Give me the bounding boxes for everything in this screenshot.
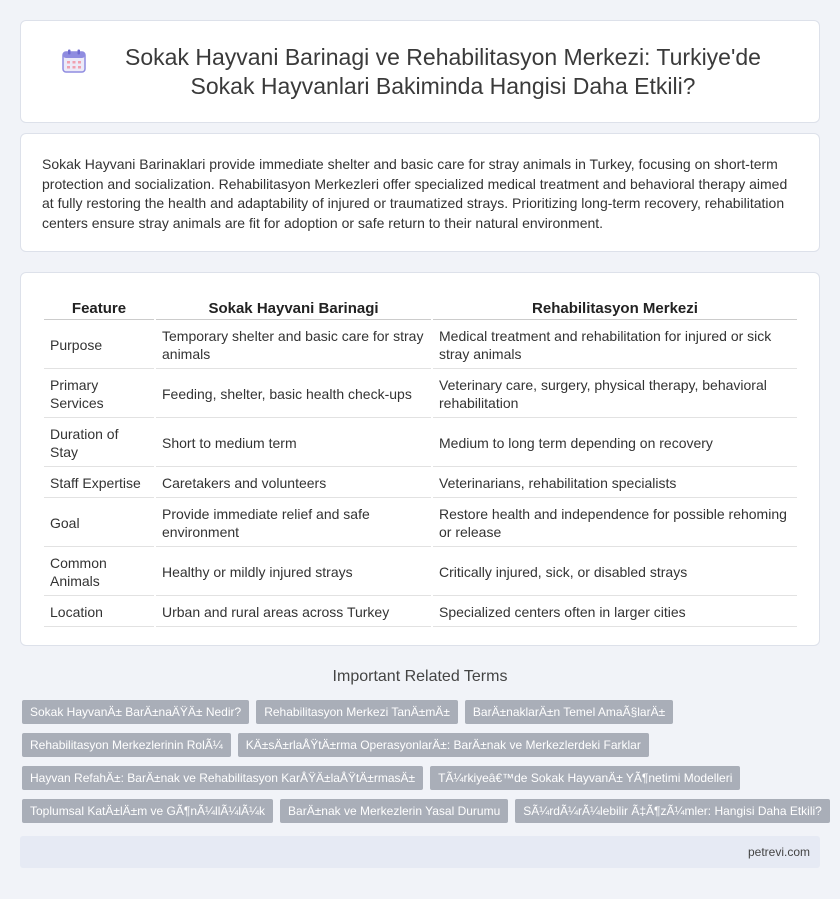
table-row — [44, 549, 797, 596]
row-barinak-value: Urban and rural areas across Turkey — [156, 598, 431, 627]
header-feature: Feature — [44, 297, 154, 320]
related-term-tag[interactable]: BarÄ±nak ve Merkezlerin Yasal Durumu — [280, 799, 508, 823]
related-term-tag[interactable]: BarÄ±naklarÄ±n Temel AmaÃ§larÄ± — [465, 700, 673, 724]
row-feature: Common Animals — [44, 549, 154, 596]
row-feature: Purpose — [44, 322, 154, 369]
table-header-row — [44, 297, 797, 320]
page-title: Sokak Hayvani Barinagi ve Rehabilitasyon Merkezi: Turkiye'de Sokak Hayvanlari Bakiminda Hangisi Daha Etkili? — [125, 43, 761, 99]
row-barinak-value: Provide immediate relief and safe environment — [156, 500, 431, 547]
related-term-tag[interactable]: SÃ¼rdÃ¼rÃ¼lebilir Ã‡Ã¶zÃ¼mler: Hangisi Daha Etkili? — [515, 799, 830, 823]
row-feature: Primary Services — [44, 371, 154, 418]
table-row — [44, 371, 797, 418]
related-term-tag[interactable]: Toplumsal KatÄ±lÄ±m ve GÃ¶nÃ¼llÃ¼lÃ¼k — [22, 799, 273, 823]
row-barinak-value: Temporary shelter and basic care for stray animals — [156, 322, 431, 369]
row-rehab-value: Veterinarians, rehabilitation specialists — [433, 469, 797, 498]
related-term-tag[interactable]: Sokak HayvanÄ± BarÄ±naÄŸÄ± Nedir? — [22, 700, 249, 724]
footer-site-link[interactable]: petrevi.com — [747, 845, 810, 859]
related-term-tag[interactable]: KÄ±sÄ±rlaÅŸtÄ±rma OperasyonlarÄ±: BarÄ±nak ve Merkezlerdeki Farklar — [238, 733, 649, 757]
header-rehabilitasyon: Rehabilitasyon Merkezi — [433, 297, 797, 320]
row-barinak-value: Healthy or mildly injured strays — [156, 549, 431, 596]
related-term-tag[interactable]: Rehabilitasyon Merkezi TanÄ±mÄ± — [256, 700, 458, 724]
intro-paragraph: Sokak Hayvani Barinaklari provide immediate shelter and basic care for stray animals in Turkey, focusing on short-term protection and socialization. Rehabilitasyon Merkezleri offer specialized medical treatment and behavioral therapy aimed at fully restoring the health and adaptability of injured or traumatized strays. Prioritizing long-term recovery, rehabilitation centers ensure stray animals are fit for adoption or safe return to their natural environment. — [42, 156, 788, 231]
related-terms-title: Important Related Terms — [332, 668, 508, 685]
row-feature: Staff Expertise — [44, 469, 154, 498]
comparison-card — [20, 272, 820, 646]
row-rehab-value: Critically injured, sick, or disabled strays — [433, 549, 797, 596]
table-row — [44, 598, 797, 627]
related-term-tag[interactable]: TÃ¼rkiyeâ€™de Sokak HayvanÄ± YÃ¶netimi Modelleri — [430, 766, 740, 790]
row-barinak-value: Caretakers and volunteers — [156, 469, 431, 498]
header-card — [20, 20, 820, 123]
row-rehab-value: Medium to long term depending on recovery — [433, 420, 797, 467]
row-feature: Location — [44, 598, 154, 627]
table-row — [44, 469, 797, 498]
calendar-icon — [61, 48, 87, 74]
row-feature: Duration of Stay — [44, 420, 154, 467]
row-rehab-value: Medical treatment and rehabilitation for injured or sick stray animals — [433, 322, 797, 369]
table-row — [44, 420, 797, 467]
row-barinak-value: Short to medium term — [156, 420, 431, 467]
table-row — [44, 322, 797, 369]
row-rehab-value: Restore health and independence for possible rehoming or release — [433, 500, 797, 547]
related-term-tag[interactable]: Hayvan RefahÄ±: BarÄ±nak ve Rehabilitasyon KarÅŸÄ±laÅŸtÄ±rmasÄ± — [22, 766, 423, 790]
row-rehab-value: Specialized centers often in larger cities — [433, 598, 797, 627]
row-rehab-value: Veterinary care, surgery, physical therapy, behavioral rehabilitation — [433, 371, 797, 418]
intro-card — [20, 133, 820, 252]
row-feature: Goal — [44, 500, 154, 547]
header-barinak: Sokak Hayvani Barinagi — [156, 297, 431, 320]
row-barinak-value: Feeding, shelter, basic health check-ups — [156, 371, 431, 418]
table-row — [44, 500, 797, 547]
footer — [20, 836, 820, 868]
related-term-tag[interactable]: Rehabilitasyon Merkezlerinin RolÃ¼ — [22, 733, 231, 757]
related-terms-list — [22, 700, 822, 832]
comparison-table — [42, 295, 799, 629]
